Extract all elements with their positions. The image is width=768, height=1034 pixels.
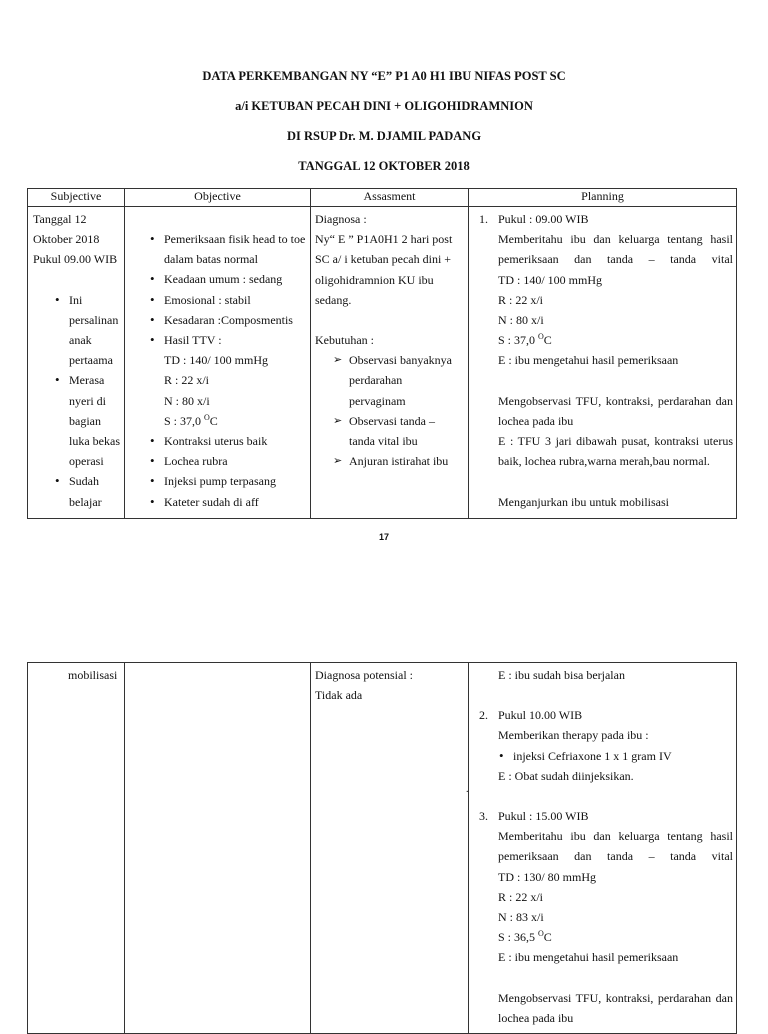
planning-line: baik, lochea rubra,warna merah,bau normal. [498,454,710,469]
planning-line: Mengobservasi TFU, kontraksi, perdarahan dan [498,393,733,408]
objective-item-line: • Kesadaran :Composmentis [164,312,293,327]
subjective-item-line: operasi [69,454,104,469]
planning-line: lochea pada ibu [498,1011,574,1026]
objective-item [164,310,307,330]
planning-line: Menganjurkan ibu untuk mobilisasi [498,494,669,509]
subjective-item-line: belajar [69,494,102,509]
objective-item-line: S : 37,0 $^O$C [164,412,218,428]
objective-list [129,229,307,512]
planning-line: pemeriksaan dan tanda – tanda vital [498,849,733,864]
step-number: 1. [479,212,488,226]
table-row [28,207,737,519]
diagnosa-line: SC a/ i ketuban pecah dini + [315,252,452,267]
kebutuhan-list [315,350,465,471]
planning-line: TD : 130/ 80 mmHg [498,869,596,884]
diagnosa-label: Diagnosa : [315,212,367,226]
subjective-item [69,471,121,511]
diagnosa-potensial-label: Diagnosa potensial : [315,668,413,682]
planning-line: E : ibu mengetahui hasil pemeriksaan [498,950,679,965]
kebutuhan-item-line: ➢ Observasi tanda – [349,413,435,428]
objective-item-line: • Emosional : stabil [164,292,251,307]
planning-line: TD : 140/ 100 mmHg [498,272,602,287]
objective-item-line: • Kontraksi uterus baik [164,434,268,449]
step-number: 2. [479,708,488,723]
diagnosa-line: oligohidramnion KU ibu [315,272,434,287]
subjective-item-line: persalinan [69,312,119,327]
kebutuhan-item [349,350,465,411]
subjective-item-line: • Sudah [69,474,99,489]
kebutuhan-item [349,451,465,471]
document-title [0,67,768,187]
planning-line: E : Obat sudah diinjeksikan. [498,768,634,783]
planning-step-3 [473,806,733,826]
objective-item-line: TD : 140/ 100 mmHg [164,353,268,368]
objective-item-line: N : 80 x/i [164,393,210,408]
title-line-3: DI RSUP Dr. M. DJAMIL PADANG [286,129,482,143]
planning-line: N : 83 x/i [498,910,544,925]
table-header-row [28,189,737,207]
objective-item [164,330,307,431]
header-subjective: Subjective [28,189,125,207]
assessment-cell [311,663,469,1034]
objective-cell [125,663,311,1034]
kebutuhan-label: Kebutuhan : [315,333,374,348]
objective-item-line: • Injeksi pump terpasang [164,474,276,489]
planning-line: S : 36,5 $^O$C [498,929,552,945]
planning-line: E : ibu sudah bisa berjalan [498,668,625,682]
subjective-cell [28,663,125,1034]
planning-line: E : TFU 3 jari dibawah pusat, kontraksi uterus [498,434,733,449]
planning-line: N : 80 x/i [498,313,544,328]
kebutuhan-item [349,411,465,451]
assessment-cell [311,207,469,519]
step-title: Pukul 10.00 WIB [498,708,583,723]
planning-line: R : 22 x/i [498,292,544,307]
planning-step-2 [473,705,733,725]
subjective-item-line: • Ini [69,292,83,307]
planning-line: E : ibu mengetahui hasil pemeriksaan [498,353,679,368]
objective-cell [125,207,311,519]
subjective-list [33,290,121,512]
planning-line: lochea pada ibu [498,414,574,429]
objective-item [164,269,307,289]
step-number: 3. [479,809,488,824]
soap-table-page-17 [27,188,737,519]
subjective-item [69,290,121,371]
planning-line [498,472,733,492]
planning-line: S : 37,0 $^O$C [498,332,552,348]
subjective-item-line: anak [69,333,92,348]
stray-mark: . [466,784,469,795]
planning-cell [469,663,737,1034]
kebutuhan-item-line: ➢ Observasi banyaknya [349,353,452,368]
table-row [28,663,737,1034]
planning-line: Memberikan therapy pada ibu : [498,728,649,743]
objective-item [164,451,307,471]
kebutuhan-item-line: ➢ Anjuran istirahat ibu [349,454,449,469]
title-line-2: a/i KETUBAN PECAH DINI + OLIGOHIDRAMNION [235,99,533,113]
objective-item [164,290,307,310]
step-title: Pukul : 09.00 WIB [498,212,589,226]
step-title: Pukul : 15.00 WIB [498,809,589,824]
diagnosa-line: Ny“ E ” P1A0H1 2 hari post [315,232,453,247]
planning-line: Mengobservasi TFU, kontraksi, perdarahan dan [498,990,733,1005]
subjective-line: Tanggal 12 [33,212,87,226]
header-planning: Planning [469,189,737,207]
planning-line: R : 22 x/i [498,889,544,904]
objective-item [164,431,307,451]
objective-item-line: • Kateter sudah di aff [164,494,259,509]
kebutuhan-item-line: pervaginam [349,393,406,408]
subjective-item-line: • Merasa [69,373,105,388]
subjective-item-line: luka bekas [69,434,120,449]
subjective-item-line: nyeri di [69,393,106,408]
soap-table-continued [27,662,737,1034]
kebutuhan-item-line: perdarahan [349,373,403,388]
therapy-item: • injeksi Cefriaxone 1 x 1 gram IV [513,746,733,766]
objective-item-line: • Lochea rubra [164,454,228,469]
objective-item [164,471,307,491]
objective-item-line: • Hasil TTV : [164,333,222,348]
planning-line: Memberitahu ibu dan keluarga tentang hasil [498,232,733,247]
subjective-line: Pukul 09.00 WIB [33,252,118,267]
objective-item-line: R : 22 x/i [164,373,210,388]
kebutuhan-item-line: tanda vital ibu [349,434,418,449]
header-objective: Objective [125,189,311,207]
planning-step-1 [473,209,733,229]
objective-item [164,492,307,512]
objective-item-line: • Pemeriksaan fisik head to toe [164,232,306,246]
subjective-item-line: pertaama [69,353,113,368]
planning-line [498,371,733,391]
subjective-line: Oktober 2018 [33,232,100,247]
subjective-item [69,370,121,471]
diagnosa-potensial-value: Tidak ada [315,688,363,703]
title-line-1: DATA PERKEMBANGAN NY “E” P1 A0 H1 IBU NIFAS POST SC [202,69,566,83]
planning-cell [469,207,737,519]
subjective-line: mobilisasi [68,668,118,682]
planning-line [498,968,733,988]
therapy-list [473,746,733,766]
objective-item-line: dalam batas normal [164,252,258,267]
planning-line: Memberitahu ibu dan keluarga tentang hasil [498,829,733,844]
header-assessment: Assasment [311,189,469,207]
subjective-cell [28,207,125,519]
planning-line: pemeriksaan dan tanda – tanda vital [498,252,733,267]
diagnosa-line: sedang. [315,292,352,307]
title-line-4: TANGGAL 12 OKTOBER 2018 [298,159,470,173]
page-number: 17 [378,532,389,542]
subjective-item-line: bagian [69,413,101,428]
objective-item [164,229,307,269]
objective-item-line: • Keadaan umum : sedang [164,272,283,287]
